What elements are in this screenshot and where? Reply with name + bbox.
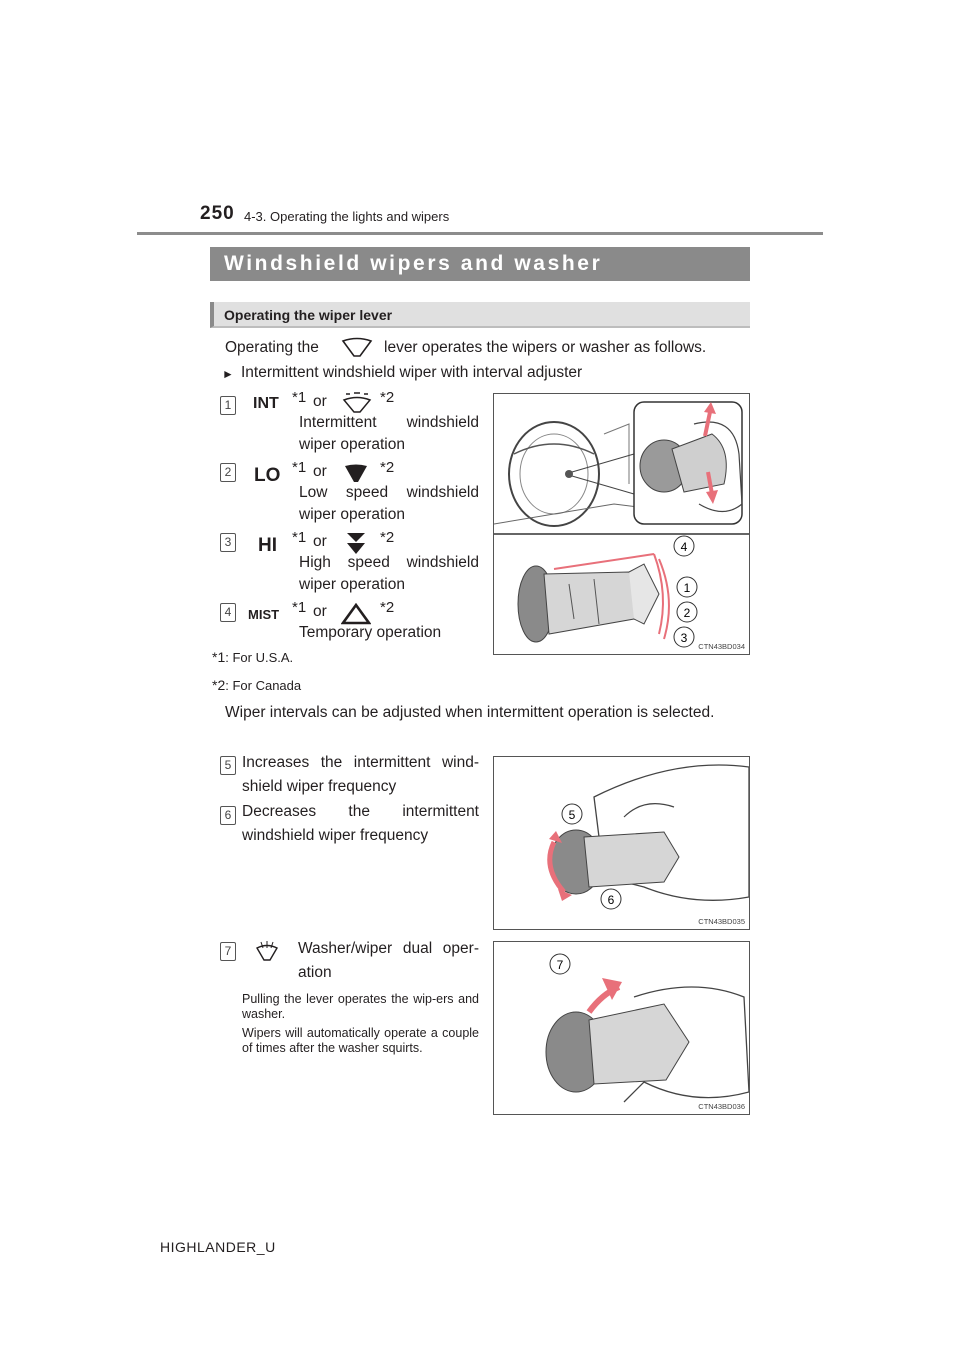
figure-washer-operation (493, 941, 750, 1115)
washer-note-1: Pulling the lever operates the wip-ers and washer. (242, 992, 479, 1021)
callout-number-4: 4 (220, 603, 236, 622)
callout-number-3: 3 (220, 533, 236, 552)
footnote-1-mark: *1 (212, 649, 226, 665)
page-number: 250 (200, 203, 235, 224)
wiper-lever-illustration (494, 394, 749, 654)
figure-code: CTN43BD036 (698, 1102, 745, 1111)
hi-description: High speed windshield wiper operation (299, 554, 479, 593)
washer-operation-illustration (494, 942, 749, 1114)
callout-number-6: 6 (220, 806, 236, 825)
fig1-callout-4: 4 (680, 540, 688, 554)
fig1-callout-1: 1 (683, 581, 691, 595)
footnote-2 (212, 677, 301, 693)
int-description: Intermittent windshield wiper operation (299, 414, 479, 453)
low-speed-wiper-icon (343, 464, 369, 484)
footer-model: HIGHLANDER_U (160, 1239, 276, 1255)
or-word: or (313, 603, 327, 620)
subsection-title-bar (210, 302, 750, 328)
subsection-title: Operating the wiper lever (224, 307, 393, 323)
decrease-frequency-text: Decreases the intermittent windshield wiper frequency (242, 803, 479, 844)
mist-label: MIST (248, 607, 280, 622)
hi-label: HI (258, 535, 277, 556)
fig1-callout-3: 3 (680, 631, 688, 645)
fig1-callout-2: 2 (683, 606, 691, 620)
star2-marker: *2 (380, 459, 395, 476)
intro-before: Operating the (225, 339, 319, 356)
star1-marker: *1 (292, 599, 307, 616)
section-title-bar (210, 247, 750, 281)
intermittent-wiper-icon (340, 392, 374, 414)
bullet-arrow-icon: ► (222, 367, 234, 381)
star1-marker: *1 (292, 389, 307, 406)
figure-code: CTN43BD035 (698, 917, 745, 926)
fig3-callout-7: 7 (556, 958, 564, 972)
fig2-callout-5: 5 (568, 808, 576, 822)
star2-marker: *2 (380, 599, 395, 616)
washer-note-2: Wipers will automatically operate a couple of times after the washer squirts. (242, 1026, 479, 1055)
figure-interval-adjuster (493, 756, 750, 930)
star2-marker: *2 (380, 389, 395, 406)
footnote-2-mark: *2 (212, 677, 226, 693)
interval-text: Wiper intervals can be adjusted when intermittent operation is selected. (225, 704, 715, 721)
section-title: Windshield wipers and washer (224, 252, 603, 275)
callout-number-1: 1 (220, 396, 236, 415)
or-word: or (313, 533, 327, 550)
star1-marker: *1 (292, 529, 307, 546)
star2-marker: *2 (380, 529, 395, 546)
lo-description: Low speed windshield wiper operation (299, 484, 479, 523)
increase-frequency-text: Increases the intermittent wind-shield wiper frequency (242, 754, 479, 795)
mist-description: Temporary operation (299, 624, 442, 641)
callout-number-5: 5 (220, 756, 236, 775)
fig2-callout-6: 6 (607, 893, 615, 907)
int-label: INT (253, 395, 279, 412)
footnote-1 (212, 649, 293, 665)
wiper-icon (340, 337, 374, 359)
footnote-2-text: : For Canada (225, 678, 302, 693)
figure-wiper-lever-positions (493, 393, 750, 655)
section-path: 4-3. Operating the lights and wipers (244, 209, 450, 224)
or-word: or (313, 463, 327, 480)
figure-code: CTN43BD034 (698, 642, 745, 651)
or-word: or (313, 393, 327, 410)
washer-description: Washer/wiper dual oper-ation (298, 940, 479, 981)
callout-number-7: 7 (220, 942, 236, 961)
washer-icon (254, 940, 280, 962)
star1-marker: *1 (292, 459, 307, 476)
footnote-1-text: : For U.S.A. (225, 650, 294, 665)
header-rule (137, 232, 823, 235)
interval-adjuster-illustration (494, 757, 749, 929)
bullet-text: Intermittent windshield wiper with interval adjuster (241, 364, 583, 381)
lo-label: LO (254, 465, 281, 486)
callout-number-2: 2 (220, 463, 236, 482)
intro-after: lever operates the wipers or washer as follows. (384, 339, 707, 356)
